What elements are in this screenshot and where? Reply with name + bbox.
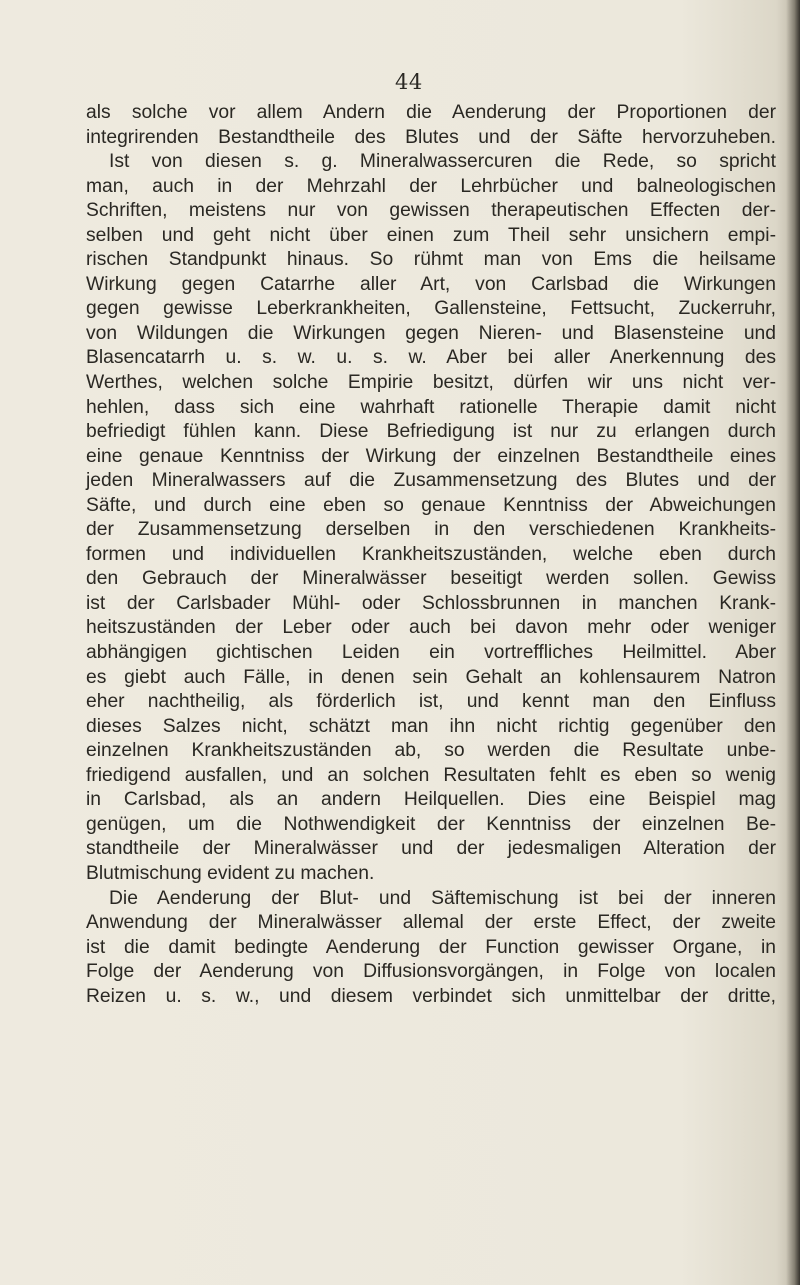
text-line: Reizen u. s. w., und diesem verbindet sich unmittelbar der dritte, <box>86 985 776 1007</box>
text-line: einzelnen Krankheitszuständen ab, so werden die Resultate unbe- <box>86 740 776 762</box>
text-line: der Zusammensetzung derselben in den verschiedenen Krankheits- <box>86 519 776 541</box>
text-line: eher nachtheilig, als förderlich ist, und kennt man den Einfluss <box>86 691 776 713</box>
text-line: genügen, um die Nothwendigkeit der Kenntniss der einzelnen Be- <box>86 813 776 835</box>
text-line: in Carlsbad, als an andern Heilquellen. Dies eine Beispiel mag <box>86 789 776 811</box>
text-line: rischen Standpunkt hinaus. So rühmt man von Ems die heilsame <box>86 249 776 271</box>
text-line: abhängigen gichtischen Leiden ein vortreffliches Heilmittel. Aber <box>86 642 776 664</box>
text-line: befriedigt fühlen kann. Diese Befriedigung ist nur zu erlangen durch <box>86 421 776 443</box>
text-line: Säfte, und durch eine eben so genaue Kenntniss der Abweichungen <box>86 494 776 516</box>
text-line: integrirenden Bestandtheile des Blutes und der Säfte hervorzuheben. <box>86 126 776 148</box>
text-line: Werthes, welchen solche Empirie besitzt, dürfen wir uns nicht ver- <box>86 372 776 394</box>
text-line: Die Aenderung der Blut- und Säftemischung ist bei der inneren <box>109 887 776 909</box>
page-edge-shadow <box>786 0 800 1285</box>
page-number: 44 <box>395 70 423 94</box>
text-line: gegen gewisse Leberkrankheiten, Gallensteine, Fettsucht, Zuckerruhr, <box>86 298 776 320</box>
text-line: von Wildungen die Wirkungen gegen Nieren- und Blasensteine und <box>86 322 776 344</box>
text-line: Wirkung gegen Catarrhe aller Art, von Carlsbad die Wirkungen <box>86 273 776 295</box>
text-line: es giebt auch Fälle, in denen sein Gehalt an kohlensaurem Natron <box>86 666 776 688</box>
text-line: den Gebrauch der Mineralwässer beseitigt werden sollen. Gewiss <box>86 568 776 590</box>
body-text <box>86 101 776 1009</box>
text-line: als solche vor allem Andern die Aenderung der Proportionen der <box>86 102 776 123</box>
text-line: Anwendung der Mineralwässer allemal der erste Effect, der zweite <box>86 912 776 934</box>
text-line: Ist von diesen s. g. Mineralwassercuren die Rede, so spricht <box>109 151 776 173</box>
text-line: selben und geht nicht über einen zum Theil sehr unsichern empi- <box>86 224 776 246</box>
text-line: dieses Salzes nicht, schätzt man ihn nicht richtig gegenüber den <box>86 715 776 737</box>
text-line: man, auch in der Mehrzahl der Lehrbücher und balneologischen <box>86 175 776 197</box>
text-line: Schriften, meistens nur von gewissen therapeutischen Effecten der- <box>86 200 776 222</box>
text-line: Folge der Aenderung von Diffusionsvorgängen, in Folge von localen <box>86 961 776 983</box>
text-line: jeden Mineralwassers auf die Zusammensetzung des Blutes und der <box>86 470 776 492</box>
text-line: hehlen, dass sich eine wahrhaft rationelle Therapie damit nicht <box>86 396 776 418</box>
text-line: Blutmischung evident zu machen. <box>86 862 375 884</box>
text-line: ist der Carlsbader Mühl- oder Schlossbrunnen in manchen Krank- <box>86 592 776 614</box>
text-line: ist die damit bedingte Aenderung der Function gewisser Organe, in <box>86 936 776 958</box>
text-line: heitszuständen der Leber oder auch bei davon mehr oder weniger <box>86 617 776 639</box>
text-line: friedigend ausfallen, und an solchen Resultaten fehlt es eben so wenig <box>86 764 776 786</box>
text-line: eine genaue Kenntniss der Wirkung der einzelnen Bestandtheile eines <box>86 445 776 467</box>
text-line: Blasencatarrh u. s. w. u. s. w. Aber bei aller Anerkennung des <box>86 347 776 369</box>
text-line: formen und individuellen Krankheitszuständen, welche eben durch <box>86 543 776 565</box>
text-line: standtheile der Mineralwässer und der jedesmaligen Alteration der <box>86 838 776 860</box>
